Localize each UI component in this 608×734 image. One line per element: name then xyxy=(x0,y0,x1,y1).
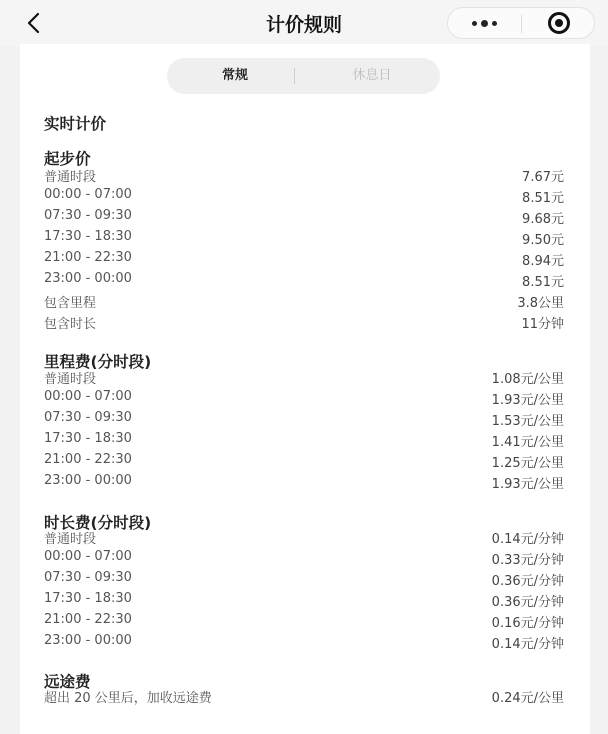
price-row xyxy=(44,292,564,312)
price-row xyxy=(44,166,564,186)
close-button[interactable] xyxy=(522,8,595,38)
navigation-bar xyxy=(0,0,608,46)
price-row xyxy=(44,549,564,569)
price-row xyxy=(44,271,564,291)
price-row-value: 8.94元 xyxy=(522,254,564,269)
price-row xyxy=(44,250,564,270)
price-row-value: 0.36元/分钟 xyxy=(491,595,564,610)
price-row-value: 1.93元/公里 xyxy=(491,393,564,408)
price-row-label: 23:00 - 00:00 xyxy=(44,633,132,648)
price-row-value: 8.51元 xyxy=(522,275,564,290)
price-row-label: 00:00 - 07:00 xyxy=(44,187,132,202)
tab-regular[interactable]: 常规 xyxy=(221,68,248,83)
price-row-label: 包含里程 xyxy=(44,296,97,311)
price-row xyxy=(44,313,564,333)
price-row xyxy=(44,633,564,653)
more-dot-center xyxy=(481,20,488,27)
mini-program-capsule xyxy=(447,7,595,39)
price-row-value: 0.14元/分钟 xyxy=(491,532,564,547)
price-row-value: 0.36元/分钟 xyxy=(491,574,564,589)
price-row-value: 1.93元/公里 xyxy=(491,477,564,492)
price-row-value: 1.08元/公里 xyxy=(491,372,564,387)
more-dot-right xyxy=(492,21,497,26)
price-row-label: 00:00 - 07:00 xyxy=(44,549,132,564)
price-row-label: 07:30 - 09:30 xyxy=(44,570,132,585)
more-dots-icon xyxy=(472,21,477,26)
tab-divider xyxy=(294,68,295,84)
price-row-label: 23:00 - 00:00 xyxy=(44,473,132,488)
price-row xyxy=(44,591,564,611)
price-row-value: 0.33元/分钟 xyxy=(491,553,564,568)
price-row-value: 1.53元/公里 xyxy=(491,414,564,429)
section-title: 时长费(分时段) xyxy=(44,514,152,532)
price-row-label: 21:00 - 22:30 xyxy=(44,452,132,467)
price-row-label: 21:00 - 22:30 xyxy=(44,250,132,265)
price-row-value: 1.25元/公里 xyxy=(491,456,564,471)
price-row-label: 21:00 - 22:30 xyxy=(44,612,132,627)
price-row-value: 1.41元/公里 xyxy=(491,435,564,450)
realtime-pricing-heading: 实时计价 xyxy=(44,115,107,133)
price-row xyxy=(44,229,564,249)
price-row-value: 0.16元/分钟 xyxy=(491,616,564,631)
price-row-label: 17:30 - 18:30 xyxy=(44,431,132,446)
section-title: 里程费(分时段) xyxy=(44,353,152,371)
price-row xyxy=(44,687,564,707)
price-row-label: 07:30 - 09:30 xyxy=(44,410,132,425)
section-title: 远途费 xyxy=(44,673,91,691)
section-title: 起步价 xyxy=(44,150,91,168)
price-row-label: 23:00 - 00:00 xyxy=(44,271,132,286)
price-row-value: 0.14元/分钟 xyxy=(491,637,564,652)
price-row-label: 07:30 - 09:30 xyxy=(44,208,132,223)
price-row-value: 11分钟 xyxy=(521,317,564,332)
price-row-label: 超出 20 公里后，加收远途费 xyxy=(44,691,212,706)
pricing-card xyxy=(20,44,590,734)
price-row xyxy=(44,410,564,430)
price-row-value: 9.50元 xyxy=(522,233,564,248)
tab-rest-day[interactable]: 休息日 xyxy=(352,68,392,83)
page-title: 计价规则 xyxy=(265,14,342,36)
price-row xyxy=(44,208,564,228)
price-row-label: 00:00 - 07:00 xyxy=(44,389,132,404)
more-button[interactable] xyxy=(448,8,521,38)
price-row-label: 17:30 - 18:30 xyxy=(44,591,132,606)
price-row xyxy=(44,473,564,493)
price-row-label: 普通时段 xyxy=(44,372,97,387)
price-row xyxy=(44,570,564,590)
price-row-value: 9.68元 xyxy=(522,212,564,227)
price-row xyxy=(44,368,564,388)
price-row-label: 包含时长 xyxy=(44,317,97,332)
price-row-value: 7.67元 xyxy=(522,170,564,185)
price-row-label: 17:30 - 18:30 xyxy=(44,229,132,244)
price-row xyxy=(44,431,564,451)
price-row-value: 8.51元 xyxy=(522,191,564,206)
target-close-icon xyxy=(548,12,570,34)
price-row xyxy=(44,452,564,472)
price-row-label: 普通时段 xyxy=(44,532,97,547)
day-type-tabs xyxy=(167,58,440,94)
price-row-value: 0.24元/公里 xyxy=(491,691,564,706)
price-row xyxy=(44,528,564,548)
price-row xyxy=(44,187,564,207)
price-row xyxy=(44,389,564,409)
price-row xyxy=(44,612,564,632)
price-row-value: 3.8公里 xyxy=(517,296,564,311)
price-row-label: 普通时段 xyxy=(44,170,97,185)
